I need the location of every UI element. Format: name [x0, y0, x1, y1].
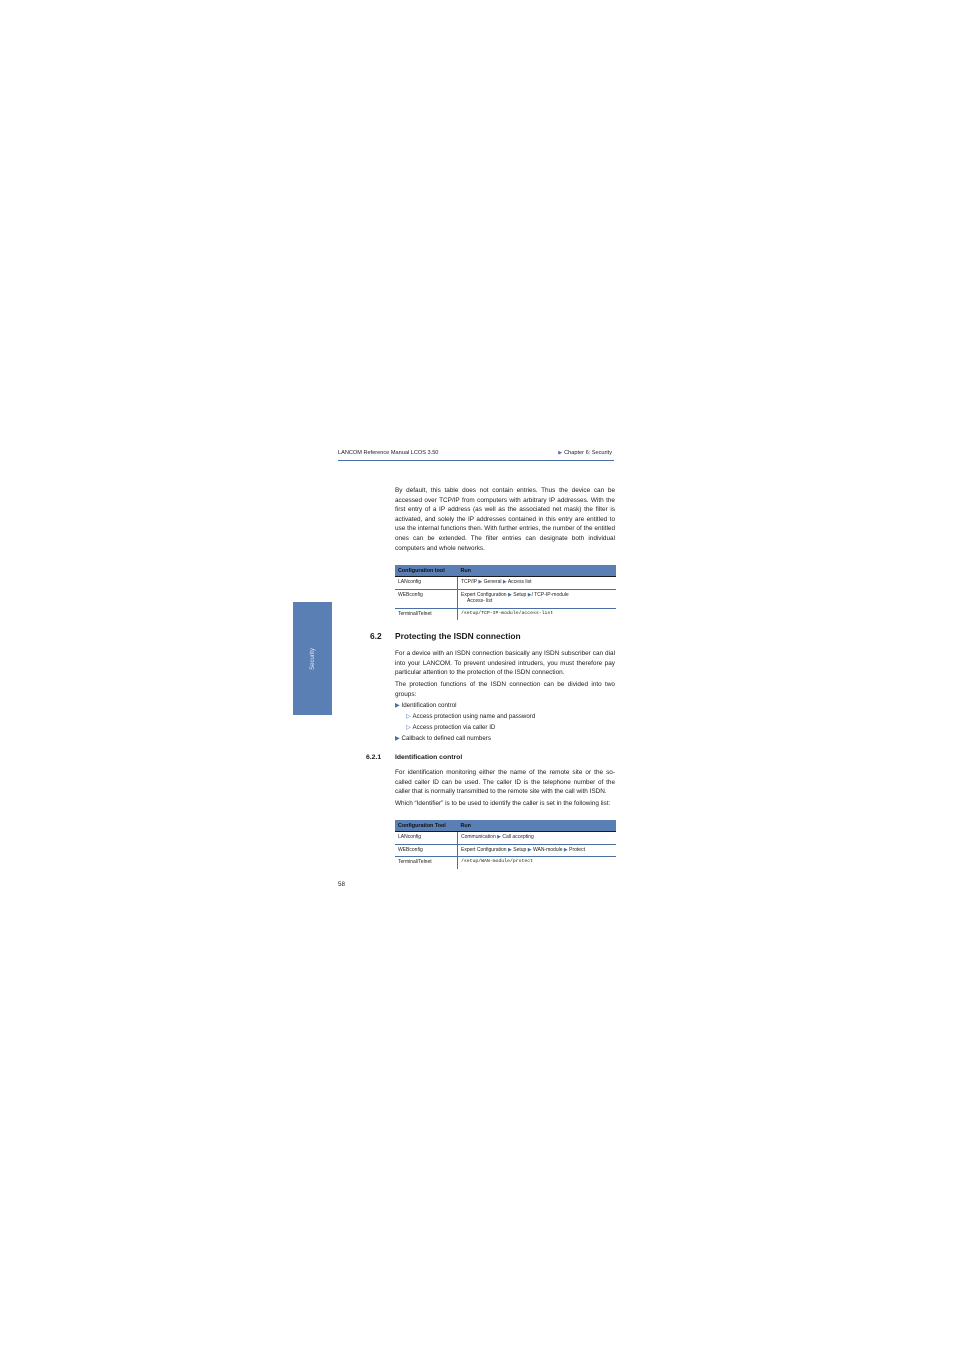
arrow-right-icon: ▶ — [527, 846, 532, 853]
table-header-row — [395, 565, 616, 577]
list-item: ▶ Identification control — [395, 702, 457, 709]
table-row — [395, 589, 616, 608]
subsection-title: Identification control — [395, 754, 463, 761]
table-cell-tool: Terminal/Telnet — [395, 608, 458, 620]
table-cell-run: TCP/IP ▶ General ▶ Access list — [458, 577, 617, 590]
table-cell-run: /setup/TCP-IP-module/access-list — [461, 610, 554, 616]
subsection-paragraph: For identification monitoring either the name of the remote site or the so-called caller ID can be used. The caller ID is the telephone number of the caller that is normally transmitted to the remote site with the call with ISDN. — [395, 769, 615, 796]
config-table-access-list — [395, 565, 616, 620]
subsection-paragraph: Which “Identifier” is to be used to identify the caller is set in the following list: — [395, 800, 611, 807]
table-cell-tool: LANconfig — [395, 832, 458, 845]
bullet-triangle-icon: ▶ — [395, 702, 400, 709]
table-cell-tool: Terminal/Telnet — [395, 857, 458, 869]
table-cell-tool: WEBconfig — [395, 844, 458, 857]
intro-paragraph: By default, this table does not contain entries. Thus the device can be accessed over TCP/IP from computers with arbitrary IP addresses. With the first entry of a IP address (as well as the associated net mask) the filter is activated, and solely the IP addresses contained in this entry are entitled to use the internal functions then. With further entries, the number of the entitled ones can be extended. The filter entries can designate both individual computers and whole networks. — [395, 487, 615, 552]
chapter-side-tab — [293, 602, 332, 715]
page-number: 58 — [338, 881, 345, 888]
arrow-right-icon: ▶ — [507, 846, 512, 853]
table-row — [395, 608, 616, 620]
table-cell-run: Expert Configuration ▶ Setup ▶/ TCP-IP-module Access- list — [458, 589, 617, 608]
list-item: ▶ Callback to defined call numbers — [395, 735, 491, 742]
subsection-number: 6.2.1 — [366, 754, 382, 761]
arrow-right-icon: ▶ — [502, 579, 507, 585]
arrow-right-icon: ▶ — [507, 591, 512, 598]
arrow-right-icon: ▶ — [563, 846, 568, 853]
side-tab-label: Security — [309, 647, 316, 670]
table-cell-run: Expert Configuration ▶ Setup ▶ WAN-module ▶ Protect — [458, 844, 617, 857]
table-row — [395, 577, 616, 590]
table-cell-tool: LANconfig — [395, 577, 458, 590]
section-paragraph: For a device with an ISDN connection basically any ISDN subscriber can dial into your LANCOM. To prevent undesired intruders, you must therefore pay particular attention to the protection of the ISDN connection. — [395, 650, 615, 677]
table-row — [395, 857, 616, 869]
running-header — [338, 450, 614, 461]
arrow-right-icon: ▶ — [497, 834, 501, 840]
config-table-protect — [395, 820, 616, 869]
section-number: 6.2 — [370, 631, 382, 641]
header-manual-title: LANCOM Reference Manual LCOS 3.50 — [338, 450, 439, 456]
table-header-tool: Configuration Tool — [395, 820, 458, 832]
triangle-right-icon: ▶ — [558, 450, 563, 456]
table-row — [395, 844, 616, 857]
table-header-run: Run — [458, 565, 617, 577]
list-item: ▷ Access protection using name and password — [406, 713, 536, 720]
section-title: Protecting the ISDN connection — [395, 631, 521, 641]
section-paragraph: The protection functions of the ISDN connection can be divided into two groups: — [395, 681, 615, 698]
arrow-right-icon: ▶ — [527, 591, 532, 598]
table-header-row — [395, 820, 616, 832]
list-item: ▷ Access protection via caller ID — [406, 724, 496, 731]
table-cell-run: /setup/WAN-module/protect — [461, 859, 533, 865]
table-cell-tool: WEBconfig — [395, 589, 458, 608]
table-header-run: Run — [458, 820, 617, 832]
bullet-outline-triangle-icon: ▷ — [406, 724, 411, 731]
header-chapter: ▶ Chapter 6: Security — [558, 450, 612, 456]
table-header-tool: Configuration tool — [395, 565, 458, 577]
arrow-right-icon: ▶ — [478, 579, 483, 585]
table-cell-run: Communication ▶ Call accepting — [458, 832, 617, 845]
table-row — [395, 832, 616, 845]
bullet-outline-triangle-icon: ▷ — [406, 713, 411, 720]
bullet-triangle-icon: ▶ — [395, 735, 400, 742]
